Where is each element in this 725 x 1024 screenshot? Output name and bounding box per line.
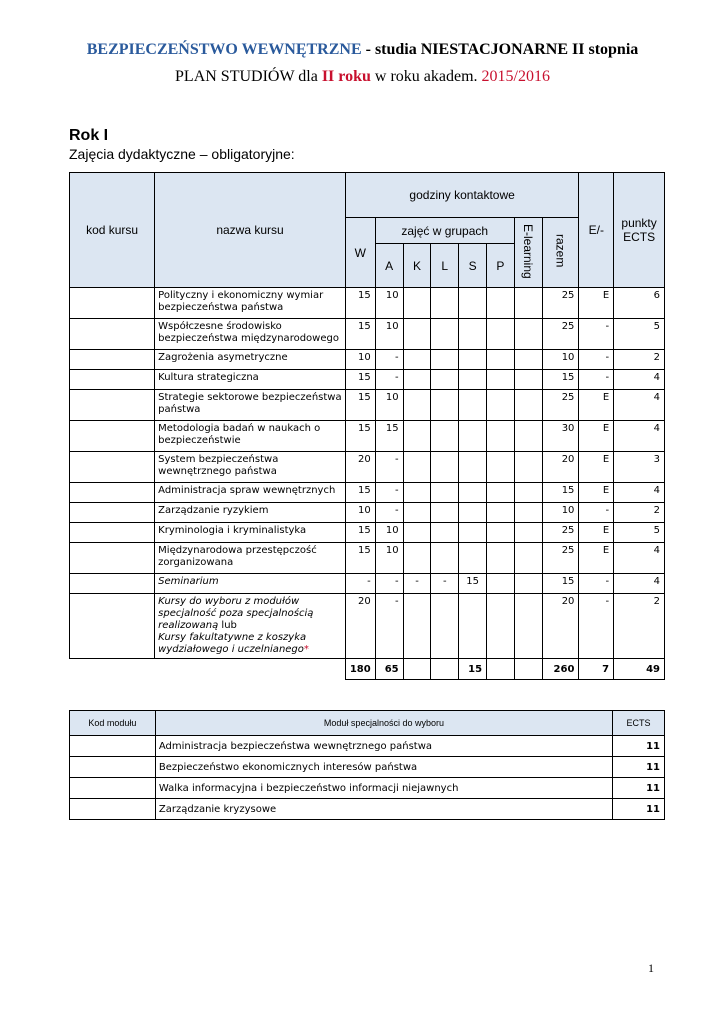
header-elearning xyxy=(514,218,542,288)
cell-w: 15 xyxy=(345,483,375,503)
cell-s xyxy=(459,390,487,421)
cell-l xyxy=(431,523,459,543)
cell-s xyxy=(459,350,487,370)
elective-name-c: Kursy fakultatywne z koszyka wydziałowego i uczelnianego xyxy=(158,632,307,655)
module-row xyxy=(70,778,665,799)
cell-kod xyxy=(70,483,155,503)
cell-razem: 15 xyxy=(542,370,579,390)
cell-nazwa: Zagrożenia asymetryczne xyxy=(155,350,346,370)
cell-w: 15 xyxy=(345,523,375,543)
cell-p xyxy=(487,594,515,659)
cell-ects: 2 xyxy=(614,350,665,370)
cell-a: 10 xyxy=(375,319,403,350)
header-w: W xyxy=(345,218,375,288)
cell-p xyxy=(487,288,515,319)
totals-spacer-2 xyxy=(155,659,346,680)
total-p xyxy=(487,659,515,680)
cell-elearning xyxy=(514,543,542,574)
academic-year: 2015/2016 xyxy=(481,68,550,85)
cell-s xyxy=(459,319,487,350)
cell-p xyxy=(487,350,515,370)
cell-kod xyxy=(70,421,155,452)
totals-spacer-1 xyxy=(70,659,155,680)
cell-w: 15 xyxy=(345,319,375,350)
plan-title-c: w roku akadem. xyxy=(370,68,482,85)
cell-ects: 4 xyxy=(614,390,665,421)
cell-ects: 4 xyxy=(614,543,665,574)
cell-a: - xyxy=(375,594,403,659)
cell-ects: 2 xyxy=(614,503,665,523)
total-elearning xyxy=(514,659,542,680)
cell-kod xyxy=(70,370,155,390)
cell-kod xyxy=(70,390,155,421)
cell-egzamin: E xyxy=(579,523,614,543)
cell-elearning xyxy=(514,452,542,483)
cell-p xyxy=(487,452,515,483)
table-row xyxy=(70,483,665,503)
cell-k xyxy=(403,523,431,543)
cell-elearning xyxy=(514,503,542,523)
cell-egzamin: - xyxy=(579,574,614,594)
cell-egzamin: E xyxy=(579,288,614,319)
cell-l xyxy=(431,483,459,503)
cell-s xyxy=(459,543,487,574)
header-modul: Moduł specjalności do wyboru xyxy=(155,711,612,736)
cell-elearning xyxy=(514,319,542,350)
cell-l xyxy=(431,543,459,574)
document-title xyxy=(0,41,725,59)
cell-ects: 3 xyxy=(614,452,665,483)
cell-razem: 15 xyxy=(542,483,579,503)
cell-kod xyxy=(70,319,155,350)
cell-a: 10 xyxy=(375,390,403,421)
cell-elearning xyxy=(514,421,542,452)
cell-p xyxy=(487,523,515,543)
cell-l xyxy=(431,319,459,350)
table-row-totals xyxy=(70,659,665,680)
plan-title-a: PLAN STUDIÓW dla xyxy=(175,68,322,85)
cell-w: 10 xyxy=(345,350,375,370)
cell-nazwa: Seminarium xyxy=(155,574,346,594)
cell-p xyxy=(487,390,515,421)
cell-kod-modulu xyxy=(70,778,156,799)
cell-nazwa: Kultura strategiczna xyxy=(155,370,346,390)
cell-modul-name: Walka informacyjna i bezpieczeństwo informacji niejawnych xyxy=(155,778,612,799)
cell-razem: 20 xyxy=(542,594,579,659)
total-k xyxy=(403,659,431,680)
modules-table xyxy=(69,710,665,820)
cell-egzamin: - xyxy=(579,350,614,370)
cell-l: - xyxy=(431,574,459,594)
header-s: S xyxy=(459,244,487,288)
table-row xyxy=(70,390,665,421)
cell-s xyxy=(459,452,487,483)
header-elearning-label: E-learning xyxy=(521,223,536,279)
section-subtitle: Zajęcia dydaktyczne – obligatoryjne: xyxy=(69,146,295,162)
header-p: P xyxy=(487,244,515,288)
cell-ects: 5 xyxy=(614,523,665,543)
cell-egzamin: E xyxy=(579,390,614,421)
cell-k xyxy=(403,483,431,503)
cell-razem: 25 xyxy=(542,390,579,421)
module-row xyxy=(70,757,665,778)
cell-s xyxy=(459,288,487,319)
cell-kod xyxy=(70,543,155,574)
cell-k xyxy=(403,543,431,574)
elective-name-a: Kursy do wyboru z modułów specjalność poza specjalnością realizowaną xyxy=(158,596,314,631)
cell-egzamin: E xyxy=(579,452,614,483)
cell-kod xyxy=(70,350,155,370)
cell-p xyxy=(487,503,515,523)
cell-k xyxy=(403,350,431,370)
cell-modul-name: Zarządzanie kryzysowe xyxy=(155,799,612,820)
total-s: 15 xyxy=(459,659,487,680)
cell-razem: 15 xyxy=(542,574,579,594)
cell-kod xyxy=(70,503,155,523)
cell-razem: 20 xyxy=(542,452,579,483)
header-ects: punkty ECTS xyxy=(614,173,665,288)
cell-kod xyxy=(70,594,155,659)
cell-p xyxy=(487,574,515,594)
cell-k xyxy=(403,594,431,659)
cell-w: 15 xyxy=(345,370,375,390)
total-l xyxy=(431,659,459,680)
cell-a: 10 xyxy=(375,523,403,543)
cell-modul-ects: 11 xyxy=(613,757,665,778)
cell-ects: 4 xyxy=(614,483,665,503)
cell-k xyxy=(403,370,431,390)
header-a: A xyxy=(375,244,403,288)
table-row xyxy=(70,288,665,319)
table-row xyxy=(70,370,665,390)
header-k: K xyxy=(403,244,431,288)
cell-k: - xyxy=(403,574,431,594)
header-nazwa-kursu: nazwa kursu xyxy=(155,173,346,288)
plan-year: II roku xyxy=(321,68,371,85)
table-row xyxy=(70,523,665,543)
header-zajec: zajęć w grupach xyxy=(375,218,514,244)
table-row xyxy=(70,421,665,452)
cell-egzamin: - xyxy=(579,319,614,350)
header-l: L xyxy=(431,244,459,288)
cell-l xyxy=(431,288,459,319)
cell-kod xyxy=(70,574,155,594)
cell-w: 20 xyxy=(345,452,375,483)
cell-ects: 2 xyxy=(614,594,665,659)
cell-k xyxy=(403,421,431,452)
cell-kod-modulu xyxy=(70,799,156,820)
cell-w: 20 xyxy=(345,594,375,659)
module-row xyxy=(70,799,665,820)
cell-egzamin: - xyxy=(579,594,614,659)
cell-w: 15 xyxy=(345,543,375,574)
cell-modul-ects: 11 xyxy=(613,736,665,757)
cell-elearning xyxy=(514,390,542,421)
cell-razem: 10 xyxy=(542,350,579,370)
cell-razem: 25 xyxy=(542,319,579,350)
table-row xyxy=(70,543,665,574)
cell-egzamin: E xyxy=(579,483,614,503)
header-razem-label: razem xyxy=(553,234,568,268)
cell-nazwa: Zarządzanie ryzykiem xyxy=(155,503,346,523)
total-w: 180 xyxy=(345,659,375,680)
section-title: Rok I xyxy=(69,127,109,144)
cell-a: 10 xyxy=(375,543,403,574)
table-row xyxy=(70,319,665,350)
cell-elearning xyxy=(514,370,542,390)
cell-a: - xyxy=(375,350,403,370)
cell-kod xyxy=(70,523,155,543)
program-name: BEZPIECZEŃSTWO WEWNĘTRZNE xyxy=(86,41,362,58)
cell-modul-name: Administracja bezpieczeństwa wewnętrznego państwa xyxy=(155,736,612,757)
cell-s xyxy=(459,370,487,390)
cell-k xyxy=(403,319,431,350)
table-row xyxy=(70,503,665,523)
cell-ects: 4 xyxy=(614,574,665,594)
cell-w: 15 xyxy=(345,288,375,319)
cell-p xyxy=(487,543,515,574)
cell-s xyxy=(459,483,487,503)
cell-w: 15 xyxy=(345,421,375,452)
cell-p xyxy=(487,319,515,350)
cell-elearning xyxy=(514,523,542,543)
cell-p xyxy=(487,421,515,452)
cell-egzamin: E xyxy=(579,421,614,452)
header-godziny: godziny kontaktowe xyxy=(345,173,579,218)
cell-a: - xyxy=(375,574,403,594)
cell-nazwa: Polityczny i ekonomiczny wymiar bezpieczeństwa państwa xyxy=(155,288,346,319)
cell-w: - xyxy=(345,574,375,594)
cell-ects: 4 xyxy=(614,421,665,452)
total-razem: 260 xyxy=(542,659,579,680)
table-row xyxy=(70,574,665,594)
cell-razem: 30 xyxy=(542,421,579,452)
cell-p xyxy=(487,483,515,503)
cell-elearning xyxy=(514,288,542,319)
header-modul-ects: ECTS xyxy=(613,711,665,736)
cell-l xyxy=(431,503,459,523)
cell-ects: 6 xyxy=(614,288,665,319)
cell-razem: 10 xyxy=(542,503,579,523)
cell-s xyxy=(459,594,487,659)
cell-elearning xyxy=(514,483,542,503)
cell-modul-ects: 11 xyxy=(613,778,665,799)
header-kod-modulu: Kod modułu xyxy=(70,711,156,736)
cell-a: - xyxy=(375,370,403,390)
cell-kod xyxy=(70,452,155,483)
cell-a: 10 xyxy=(375,288,403,319)
cell-l xyxy=(431,452,459,483)
cell-nazwa: Kryminologia i kryminalistyka xyxy=(155,523,346,543)
elective-name-b: lub xyxy=(218,620,237,631)
cell-ects: 4 xyxy=(614,370,665,390)
cell-egzamin: E xyxy=(579,543,614,574)
cell-s xyxy=(459,503,487,523)
header-egzamin: E/- xyxy=(579,173,614,288)
cell-p xyxy=(487,370,515,390)
cell-k xyxy=(403,390,431,421)
cell-s xyxy=(459,523,487,543)
cell-w: 10 xyxy=(345,503,375,523)
cell-nazwa: Administracja spraw wewnętrznych xyxy=(155,483,346,503)
cell-k xyxy=(403,503,431,523)
cell-w: 15 xyxy=(345,390,375,421)
module-row xyxy=(70,736,665,757)
cell-s xyxy=(459,421,487,452)
cell-k xyxy=(403,452,431,483)
cell-k xyxy=(403,288,431,319)
table-row xyxy=(70,452,665,483)
cell-egzamin: - xyxy=(579,370,614,390)
cell-a: - xyxy=(375,452,403,483)
cell-razem: 25 xyxy=(542,523,579,543)
cell-kod xyxy=(70,288,155,319)
cell-a: 15 xyxy=(375,421,403,452)
cell-elearning xyxy=(514,594,542,659)
courses-table xyxy=(69,172,665,680)
cell-nazwa-elective xyxy=(155,594,346,659)
program-mode: - studia NIESTACJONARNE II stopnia xyxy=(361,41,639,58)
header-kod-kursu: kod kursu xyxy=(70,173,155,288)
cell-l xyxy=(431,421,459,452)
cell-elearning xyxy=(514,350,542,370)
cell-nazwa: Międzynarodowa przestępczość zorganizowana xyxy=(155,543,346,574)
cell-modul-name: Bezpieczeństwo ekonomicznych interesów państwa xyxy=(155,757,612,778)
plan-title xyxy=(0,68,725,86)
cell-l xyxy=(431,350,459,370)
cell-egzamin: - xyxy=(579,503,614,523)
cell-ects: 5 xyxy=(614,319,665,350)
cell-nazwa: Współczesne środowisko bezpieczeństwa międzynarodowego xyxy=(155,319,346,350)
cell-nazwa: Metodologia badań w naukach o bezpieczeństwie xyxy=(155,421,346,452)
cell-elearning xyxy=(514,574,542,594)
cell-a: - xyxy=(375,483,403,503)
cell-l xyxy=(431,594,459,659)
cell-l xyxy=(431,370,459,390)
cell-kod-modulu xyxy=(70,757,156,778)
cell-modul-ects: 11 xyxy=(613,799,665,820)
total-egzamin: 7 xyxy=(579,659,614,680)
cell-l xyxy=(431,390,459,421)
total-a: 65 xyxy=(375,659,403,680)
header-razem xyxy=(542,218,579,288)
table-row-elective xyxy=(70,594,665,659)
total-ects: 49 xyxy=(614,659,665,680)
cell-s: 15 xyxy=(459,574,487,594)
cell-kod-modulu xyxy=(70,736,156,757)
cell-nazwa: Strategie sektorowe bezpieczeństwa państwa xyxy=(155,390,346,421)
page-number: 1 xyxy=(648,961,654,975)
cell-a: - xyxy=(375,503,403,523)
footnote-star: * xyxy=(303,644,309,655)
cell-nazwa: System bezpieczeństwa wewnętrznego państwa xyxy=(155,452,346,483)
cell-razem: 25 xyxy=(542,288,579,319)
table-row xyxy=(70,350,665,370)
cell-razem: 25 xyxy=(542,543,579,574)
